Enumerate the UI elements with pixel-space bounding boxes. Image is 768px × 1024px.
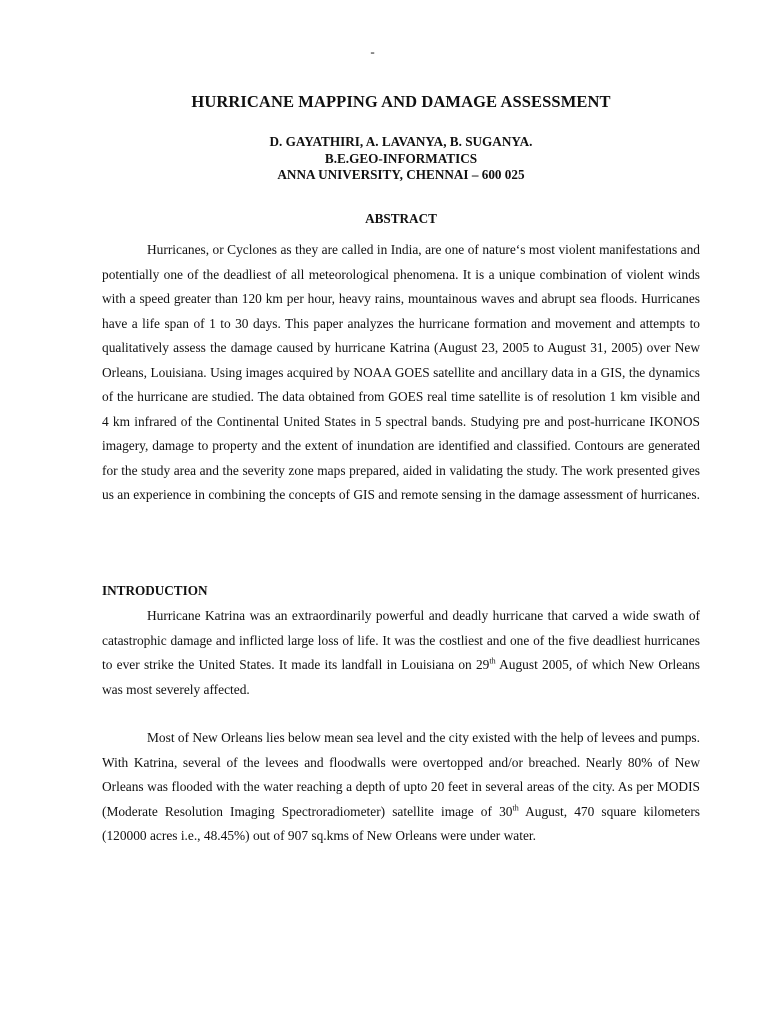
intro-para2-superscript: th (512, 803, 519, 813)
paper-title: HURRICANE MAPPING AND DAMAGE ASSESSMENT (191, 92, 611, 111)
author-affiliation: ANNA UNIVERSITY, CHENNAI – 600 025 (277, 167, 525, 182)
introduction-paragraph-1 (102, 604, 700, 702)
intro-para1-text-end: August 2005, of which New Orleans was most severely affected. (102, 657, 700, 697)
intro-para1-text: Hurricane Katrina was an extraordinarily powerful and deadly hurricane that carved a wide swath of catastrophic damage and inflicted large loss of life. It was the costliest and one of the five deadliest hurricanes to ever strike the United States. It made its landfall in Louisiana on 29 (102, 608, 700, 672)
author-names: D. GAYATHIRI, A. LAVANYA, B. SUGANYA. (269, 134, 533, 149)
abstract-paragraph: Hurricanes, or Cyclones as they are called in India, are one of nature‘s most violent manifestations and potentially one of the deadliest of all meteorological phenomena. It is a unique combination of violent winds with a speed greater than 120 km per hour, heavy rains, mountainous waves and abrupt sea floods. Hurricanes have a life span of 1 to 30 days. This paper analyzes the hurricane formation and movement and attempts to qualitatively assess the damage caused by hurricane Katrina (August 23, 2005 to August 31, 2005) over New Orleans, Louisiana. Using images acquired by NOAA GOES satellite and ancillary data in a GIS, the dynamics of the hurricane are studied. The data obtained from GOES real time satellite is of resolution 1 km visible and 4 km infrared of the Continental United States in 5 spectral bands. Studying pre and post-hurricane IKONOS imagery, damage to property and the extent of inundation are identified and classified. Contours are generated for the study area and the severity zone maps prepared, aided in validating the study. The work presented gives us an experience in combining the concepts of GIS and remote sensing in the damage assessment of hurricanes. (102, 242, 700, 502)
abstract-heading: ABSTRACT (365, 211, 437, 226)
introduction-paragraph-2 (102, 726, 700, 849)
intro-para2-text: Most of New Orleans lies below mean sea level and the city existed with the help of levees and pumps. With Katrina, several of the levees and floodwalls were overtopped and/or breached. Nearly 80% of New Orleans was flooded with the water reaching a depth of upto 20 feet in several areas of the city. As per MODIS (Moderate Resolution Imaging Spectroradiometer) satellite image of 30 (102, 730, 700, 819)
intro-para2-text-end: August, 470 square kilometers (120000 acres i.e., 48.45%) out of 907 sq.kms of New Orleans were under water. (102, 803, 700, 843)
introduction-heading: INTRODUCTION (102, 583, 208, 598)
author-block (0, 134, 768, 184)
page-mark: - (370, 44, 375, 59)
author-department: B.E.GEO-INFORMATICS (324, 150, 478, 166)
intro-para1-superscript: th (489, 656, 496, 666)
